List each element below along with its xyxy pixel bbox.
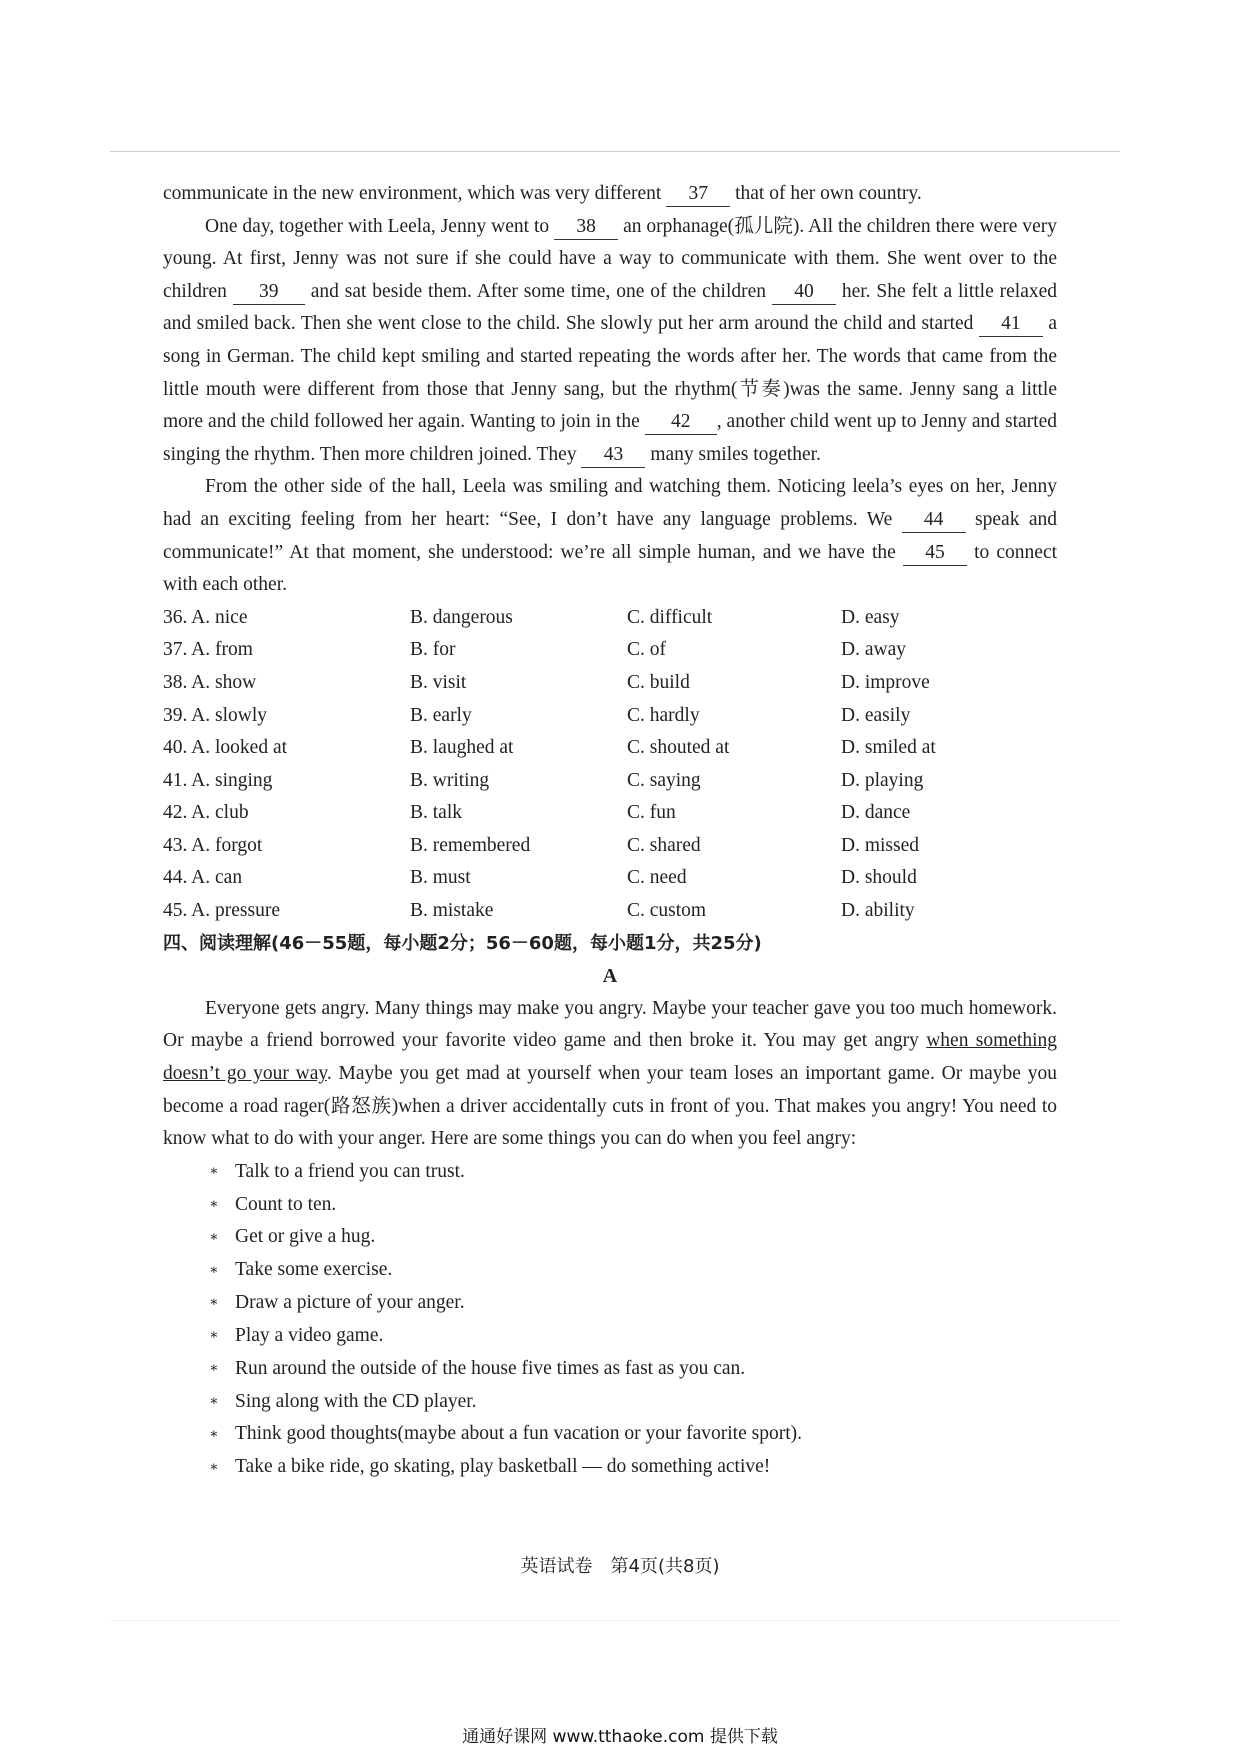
option-40-d: D. smiled at [841, 737, 936, 759]
list-item: ∗ Talk to a friend you can trust. [209, 1156, 1057, 1189]
option-40-a: 40. A. looked at [163, 737, 288, 759]
passage-letter: A [602, 965, 618, 988]
option-43-c: C. shared [627, 834, 701, 856]
option-37-b: B. for [410, 639, 456, 661]
paragraph-continuation: communicate in the new environment, which was very different 37 that of her own country. [163, 178, 1057, 211]
option-37-d: D. away [841, 639, 906, 661]
page-number-footer: 英语试卷 第4页(共8页) [520, 1556, 720, 1577]
blank-42: 42 [645, 410, 717, 435]
answer-options [163, 602, 1057, 928]
option-40-b: B. laughed at [410, 737, 514, 759]
asterisk-bullet-icon: ∗ [209, 1328, 219, 1344]
blank-41: 41 [979, 312, 1043, 337]
list-item: ∗ Think good thoughts(maybe about a fun vacation or your favorite sport). [209, 1418, 1057, 1451]
option-37-a: 37. A. from [163, 639, 253, 661]
list-item: ∗ Take some exercise. [209, 1254, 1057, 1287]
option-36-b: B. dangerous [410, 606, 513, 628]
paragraph-orphanage: One day, together with Leela, Jenny went to 38 an orphanage(孤儿院). All the children there were very young. At first, Jenny was not sure if she could have a way to communicate with them. She went over to the children 39 and sat beside them. After some time, one of the children 40 her. She felt a little relaxed and smiled back. Then she went close to the child. She slowly put her arm around the child and started 41 a song in German. The child kept smiling and started repeating the words after her. The words that came from the little mouth were different from those that Jenny sang, but the rhythm(节奏)was the same. Jenny sang a little more and the child followed her again. Wanting to join in the 42 , another child went up to Jenny and started singing the rhythm. Then more children joined. They 43 many smiles together. [163, 211, 1057, 472]
option-44-a: 44. A. can [163, 867, 243, 889]
option-38-d: D. improve [841, 671, 930, 693]
option-36-d: D. easy [841, 606, 900, 628]
list-item: ∗ Take a bike ride, go skating, play basketball — do something active! [209, 1451, 1057, 1484]
asterisk-bullet-icon: ∗ [209, 1393, 219, 1409]
asterisk-bullet-icon: ∗ [209, 1426, 219, 1442]
option-45-d: D. ability [841, 900, 915, 922]
option-45-c: C. custom [627, 900, 707, 922]
option-43-b: B. remembered [410, 834, 531, 856]
paragraph-leela: From the other side of the hall, Leela was smiling and watching them. Noticing leela’s eyes on her, Jenny had an exciting feeling from her heart: “See, I don’t have any language problems. We 44 speak and communicate!” At that moment, she understood: we’re all simple human, and we have the 45 to connect with each other. [163, 476, 1058, 596]
option-39-c: C. hardly [627, 704, 700, 726]
list-item: ∗ Draw a picture of your anger. [209, 1287, 1057, 1320]
option-36-a: 36. A. nice [163, 606, 248, 628]
option-44-d: D. should [841, 867, 917, 889]
option-41-b: B. writing [410, 769, 490, 791]
list-item: ∗ Sing along with the CD player. [209, 1386, 1057, 1419]
asterisk-bullet-icon: ∗ [209, 1361, 219, 1377]
asterisk-bullet-icon: ∗ [209, 1295, 219, 1311]
underlined-phrase: when something doesn’t go your way [163, 1030, 1057, 1085]
asterisk-bullet-icon: ∗ [209, 1196, 219, 1212]
option-39-a: 39. A. slowly [163, 704, 268, 726]
blank-38: 38 [554, 215, 618, 240]
option-45-b: B. mistake [410, 900, 494, 922]
asterisk-bullet-icon: ∗ [209, 1459, 219, 1475]
option-41-a: 41. A. singing [163, 769, 273, 791]
option-42-c: C. fun [627, 802, 676, 824]
blank-45: 45 [903, 541, 967, 566]
option-38-c: C. build [627, 671, 690, 693]
option-43-d: D. missed [841, 834, 919, 856]
list-item: ∗ Play a video game. [209, 1320, 1057, 1353]
paragraph-anger: Everyone gets angry. Many things may make you angry. Maybe your teacher gave you too much homework. Or maybe a friend borrowed your favorite video game and then broke it. You may get angry when something doesn’t go your way. Maybe you get mad at yourself when your team loses an important game. Or maybe you become a road rager(路怒族)when a driver accidentally cuts in front of you. That makes you angry! You need to know what to do with your anger. Here are some things you can do when you feel angry: [163, 997, 1057, 1150]
option-42-a: 42. A. club [163, 802, 249, 824]
list-item: ∗ Run around the outside of the house five times as fast as you can. [209, 1353, 1057, 1386]
blank-39: 39 [233, 280, 305, 305]
blank-43: 43 [581, 443, 645, 468]
option-40-c: C. shouted at [627, 737, 730, 759]
option-44-b: B. must [410, 867, 471, 889]
blank-44: 44 [902, 508, 966, 533]
option-42-b: B. talk [410, 802, 462, 824]
asterisk-bullet-icon: ∗ [209, 1262, 219, 1278]
option-36-c: C. difficult [627, 606, 713, 628]
blank-37: 37 [666, 182, 730, 207]
option-45-a: 45. A. pressure [163, 900, 280, 922]
option-37-c: C. of [627, 639, 666, 661]
scan-edge-line [110, 1620, 1120, 1621]
option-44-c: C. need [627, 867, 687, 889]
option-43-a: 43. A. forgot [163, 834, 263, 856]
option-39-d: D. easily [841, 704, 911, 726]
asterisk-bullet-icon: ∗ [209, 1164, 219, 1180]
option-41-d: D. playing [841, 769, 924, 791]
list-item: ∗ Count to ten. [209, 1189, 1057, 1222]
option-39-b: B. early [410, 704, 472, 726]
blank-40: 40 [772, 280, 836, 305]
exam-content [163, 178, 1057, 1484]
source-footer: 通通好课网 www.tthaoke.com 提供下载 [462, 1727, 778, 1747]
option-42-d: D. dance [841, 802, 911, 824]
anger-tips-list [163, 1156, 1057, 1484]
asterisk-bullet-icon: ∗ [209, 1229, 219, 1245]
list-item: ∗ Get or give a hug. [209, 1221, 1057, 1254]
option-38-b: B. visit [410, 671, 467, 693]
option-41-c: C. saying [627, 769, 701, 791]
option-38-a: 38. A. show [163, 671, 257, 693]
top-rule [110, 151, 1120, 152]
section-heading: 四、阅读理解(46－55题，每小题2分；56－60题，每小题1分，共25分) [163, 932, 762, 954]
